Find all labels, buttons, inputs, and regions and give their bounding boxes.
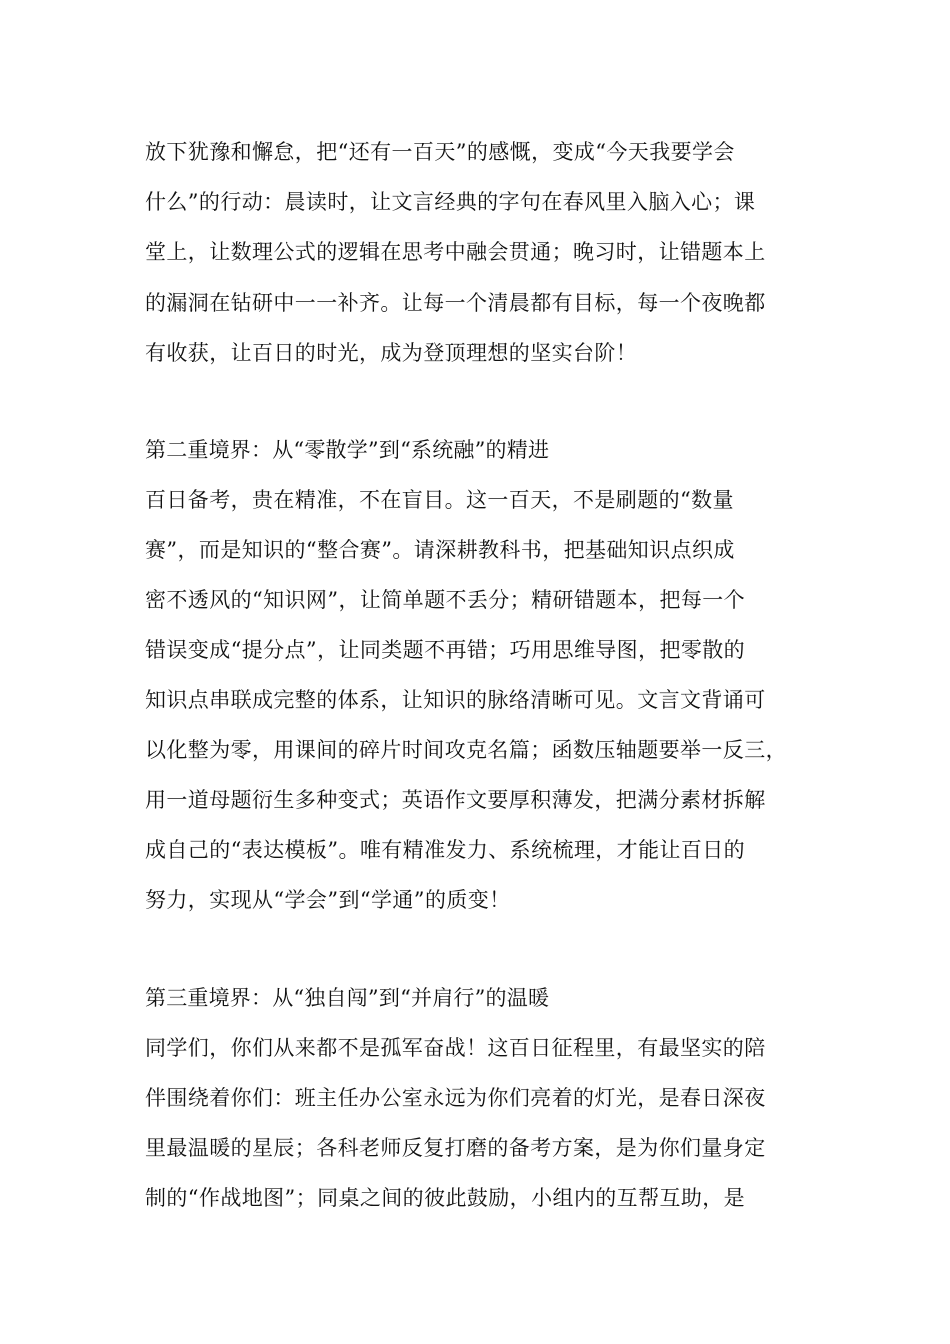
paragraph-line: 里最温暖的星辰；各科老师反复打磨的备考方案，是为你们量身定 <box>145 1136 766 1160</box>
paragraph-line: 百日备考，贵在精准，不在盲目。这一百天，不是刷题的“数量 <box>145 488 734 512</box>
paragraph-line: 努力，实现从“学会”到“学通”的质变！ <box>145 888 511 912</box>
paragraph-line: 密不透风的“知识网”，让简单题不丢分；精研错题本，把每一个 <box>145 588 746 612</box>
paragraph-line: 知识点串联成完整的体系，让知识的脉络清晰可见。文言文背诵可 <box>145 688 766 712</box>
paragraph-line: 伴围绕着你们：班主任办公室永远为你们亮着的灯光，是春日深夜 <box>145 1086 766 1110</box>
paragraph-line: 的漏洞在钻研中一一补齐。让每一个清晨都有目标，每一个夜晚都 <box>145 291 766 315</box>
paragraph-line: 制的“作战地图”；同桌之间的彼此鼓励，小组内的互帮互助，是 <box>145 1186 746 1210</box>
section-heading: 第三重境界：从“独自闯”到“并肩行”的温暖 <box>145 986 550 1010</box>
section-heading: 第二重境界：从“零散学”到“系统融”的精进 <box>145 438 550 462</box>
paragraph-line: 赛”，而是知识的“整合赛”。请深耕教科书，把基础知识点织成 <box>145 538 735 562</box>
paragraph-line: 有收获，让百日的时光，成为登顶理想的坚实台阶！ <box>145 341 638 365</box>
paragraph-line: 什么”的行动：晨读时，让文言经典的字句在春风里入脑入心；课 <box>145 190 756 214</box>
paragraph-line: 错误变成“提分点”，让同类题不再错；巧用思维导图，把零散的 <box>145 638 746 662</box>
paragraph-line: 放下犹豫和懈怠，把“还有一百天”的感慨，变成“今天我要学会 <box>145 140 735 164</box>
paragraph-line: 堂上，让数理公式的逻辑在思考中融会贯通；晚习时，让错题本上 <box>145 240 766 264</box>
paragraph-line: 成自己的“表达模板”。唯有精准发力、系统梳理，才能让百日的 <box>145 838 746 862</box>
paragraph-line: 以化整为零，用课间的碎片时间攻克名篇；函数压轴题要举一反三， <box>145 738 787 762</box>
paragraph-line: 用一道母题衍生多种变式；英语作文要厚积薄发，把满分素材拆解 <box>145 788 766 812</box>
paragraph-line: 同学们，你们从来都不是孤军奋战！这百日征程里，有最坚实的陪 <box>145 1036 766 1060</box>
